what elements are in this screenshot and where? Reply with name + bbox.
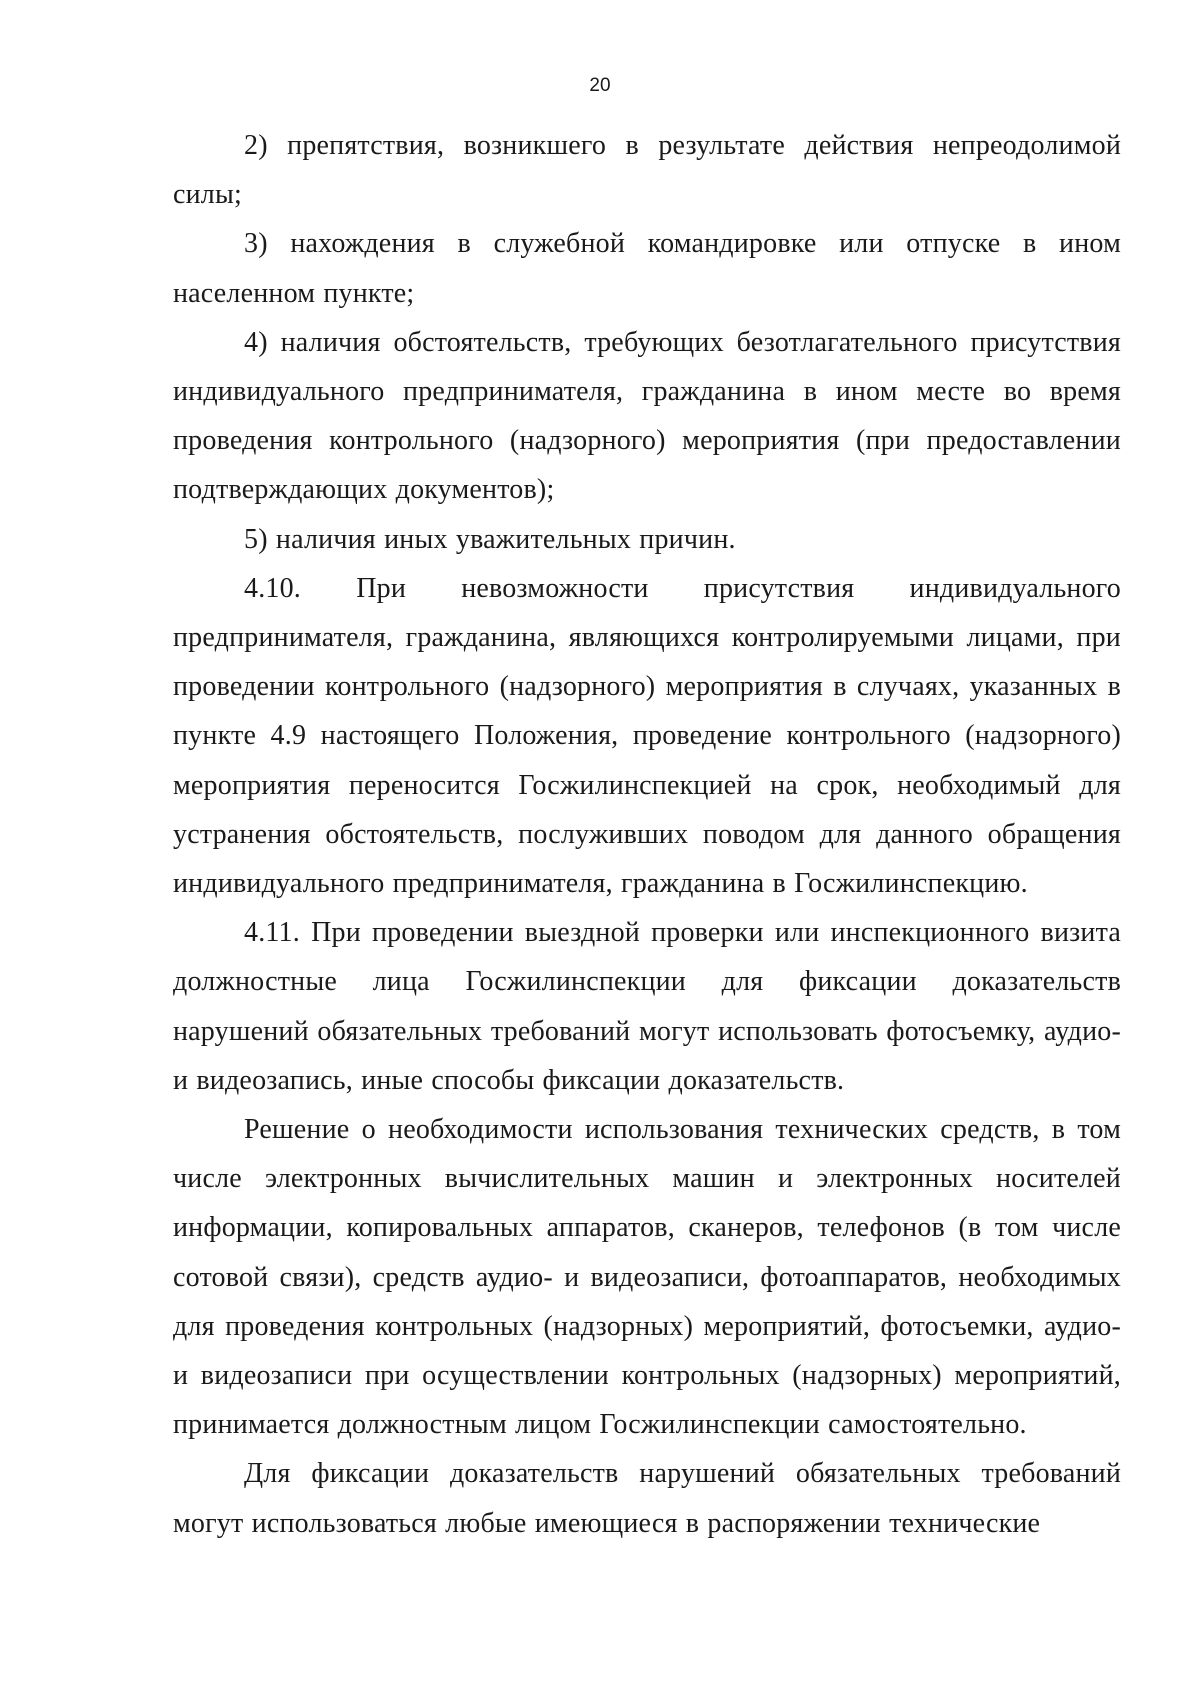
page-number: 20 xyxy=(589,75,611,96)
paragraph-technical-means-decision: Решение о необходимости использования технических средств, в том числе электронных вычислительных машин и электронных носителей информации, копировальных аппаратов, сканеров, телефонов (в том числе сотовой связи), средств аудио- и видеозаписи, фотоаппаратов, необходимых для проведения контрольных (надзорных) мероприятий, фотосъемки, аудио- и видеозаписи при осуществлении контрольных (надзорных) мероприятий, принимается должностным лицом Госжилинспекции самостоятельно. xyxy=(173,1114,1121,1441)
paragraph-item-2: 2) препятствия, возникшего в результате действия непреодолимой силы; xyxy=(173,130,1121,211)
paragraph-4-10: 4.10. При невозможности присутствия индивидуального предпринимателя, гражданина, являющихся контролируемыми лицами, при проведении контрольного (надзорного) мероприятия в случаях, указанных в пункте 4.9 настоящего Положения, проведение контрольного (надзорного) мероприятия переносится Госжилинспекцией на срок, необходимый для устранения обстоятельств, послуживших поводом для данного обращения индивидуального предпринимателя, гражданина в Госжилинспекцию. xyxy=(173,572,1121,900)
paragraph-evidence-fixation: Для фиксации доказательств нарушений обязательных требований могут использоваться любые имеющиеся в распоряжении технические xyxy=(173,1458,1121,1539)
paragraph-item-3: 3) нахождения в служебной командировке или отпуске в ином населенном пункте; xyxy=(173,228,1121,309)
paragraph-item-5: 5) наличия иных уважительных причин. xyxy=(244,523,736,555)
document-body xyxy=(173,121,1121,1548)
paragraph-4-11: 4.11. При проведении выездной проверки или инспекционного визита должностные лица Госжилинспекции для фиксации доказательств нарушений обязательных требований могут использовать фотосъемку, аудио- и видеозапись, иные способы фиксации доказательств. xyxy=(173,917,1121,1096)
paragraph-item-4: 4) наличия обстоятельств, требующих безотлагательного присутствия индивидуального предпринимателя, гражданина в ином месте во время проведения контрольного (надзорного) мероприятия (при предоставлении подтверждающих документов); xyxy=(173,326,1121,506)
